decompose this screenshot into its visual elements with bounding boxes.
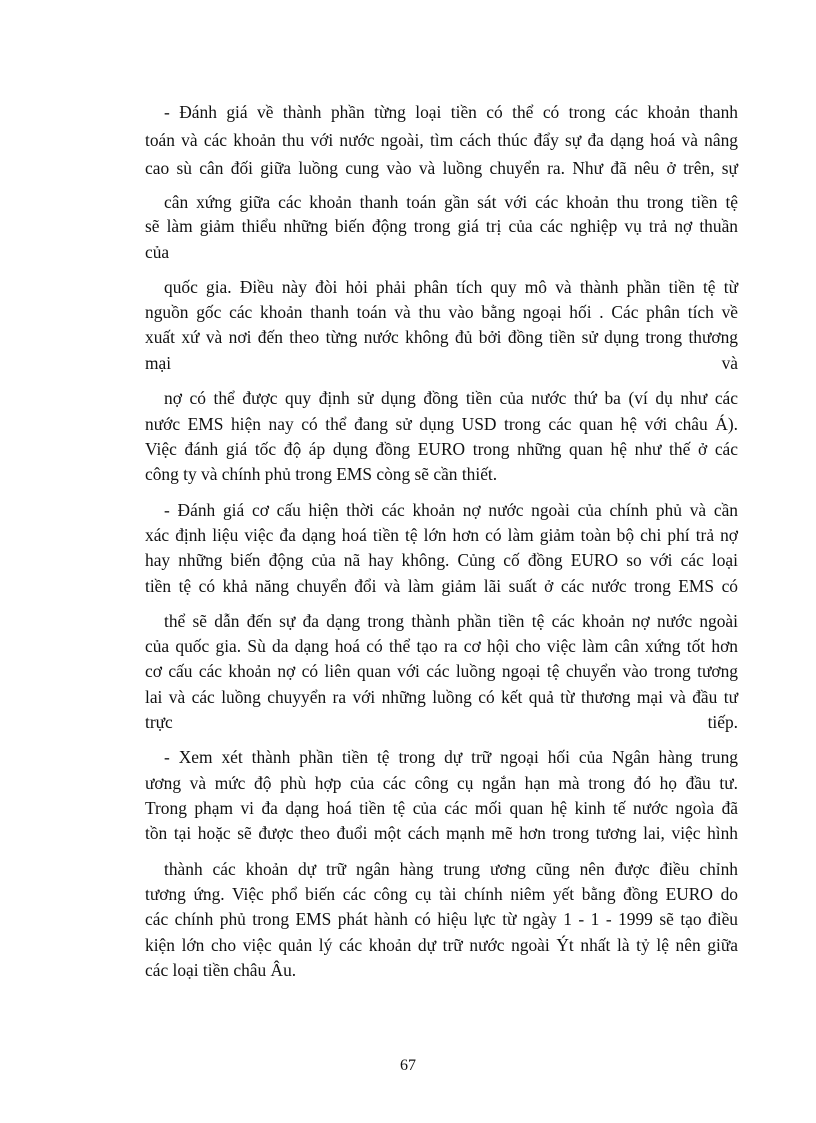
text-line: mại bbox=[145, 353, 172, 373]
text-line: sẽ làm giảm thiểu những biến động trong giá trị của các nghiệp vụ trả nợ thuần bbox=[145, 216, 738, 236]
text-line: Việc đánh giá tốc độ áp dụng đồng EURO trong những quan hệ như thế ở các bbox=[145, 439, 738, 459]
text-line: nợ có thể được quy định sử dụng đồng tiền của nước thứ ba (ví dụ như các bbox=[164, 388, 738, 408]
text-line: - Đánh giá về thành phần từng loại tiền có thể có trong các khoản thanh bbox=[164, 102, 738, 122]
text-line: ương và mức độ phù hợp của các công cụ ngắn hạn mà trong đó họ đầu tư. bbox=[145, 773, 738, 793]
text-line: Trong phạm vi đa dạng hoá tiền tệ của các mối quan hệ kinh tế nước ngoìa đã bbox=[145, 798, 738, 818]
text-line: quốc gia. Điều này đòi hỏi phải phân tích quy mô và thành phần tiền tệ từ bbox=[164, 277, 738, 297]
text-line: cơ cấu các khoản nợ có liên quan với các luồng ngoại tệ chuyển vào trong tương bbox=[145, 661, 738, 681]
text-line: và bbox=[721, 353, 738, 373]
text-line: công ty và chính phủ trong EMS còng sẽ cần thiết. bbox=[145, 464, 498, 484]
text-line: thể sẽ dẫn đến sự đa dạng trong thành phần tiền tệ các khoản nợ nước ngoài bbox=[164, 611, 738, 631]
text-line: của quốc gia. Sù da dạng hoá có thể tạo ra cơ hội cho việc làm cân xứng tốt hơn bbox=[145, 636, 738, 656]
text-line: toán và các khoản thu với nước ngoài, tìm cách thúc đẩy sự đa dạng hoá và nâng bbox=[145, 130, 738, 150]
text-line: xác định liệu việc đa dạng hoá tiền tệ lớn hơn có làm giảm toàn bộ chi phí trả nợ bbox=[145, 525, 738, 545]
text-line: - Xem xét thành phần tiền tệ trong dự trữ ngoại hối của Ngân hàng trung bbox=[164, 747, 738, 767]
text-line: xuất xứ và nơi đến theo từng nước không đủ bởi đồng tiền sử dụng trong thương bbox=[145, 327, 738, 347]
text-line: tiền tệ có khả năng chuyển đổi và làm giảm lãi suất ở các nước trong EMS có bbox=[145, 576, 738, 596]
text-line: trực bbox=[145, 712, 173, 732]
text-line: cao sù cân đối giữa luồng cung vào và luồng chuyển ra. Như đã nêu ở trên, sự bbox=[145, 158, 738, 178]
text-line: hay những biến động của nã hay không. Củng cố đồng EURO so với các loại bbox=[145, 550, 738, 570]
text-line: tiếp. bbox=[707, 712, 738, 732]
text-line: nguồn gốc các khoản thanh toán và thu vào bằng ngoại hối . Các phân tích về bbox=[145, 302, 738, 322]
text-line: thành các khoản dự trữ ngân hàng trung ương cũng nên được điều chỉnh bbox=[164, 859, 738, 879]
text-line: lai và các luồng chuyyển ra với những luồng có kết quả từ thương mại và đầu tư bbox=[145, 687, 738, 707]
text-line: tương ứng. Việc phổ biến các công cụ tài chính niêm yết bằng đồng EURO do bbox=[145, 884, 738, 904]
text-line: - Đánh giá cơ cấu hiện thời các khoản nợ nước ngoài của chính phủ và cần bbox=[164, 500, 738, 520]
text-line: các chính phủ trong EMS phát hành có hiệu lực từ ngày 1 - 1 - 1999 sẽ tạo điều bbox=[145, 909, 738, 929]
page-number: 67 bbox=[400, 1057, 416, 1074]
text-line: các loại tiền châu Âu. bbox=[145, 960, 297, 980]
text-line: cân xứng giữa các khoản thanh toán gần sát với các khoản thu trong tiền tệ bbox=[164, 192, 738, 212]
text-line: của bbox=[145, 242, 170, 262]
text-line: tồn tại hoặc sẽ được theo đuổi một cách mạnh mẽ hơn trong tương lai, việc hình bbox=[145, 823, 738, 843]
text-line: nước EMS hiện nay có thể đang sử dụng USD trong các quan hệ với châu Á). bbox=[145, 414, 738, 434]
text-line: kiện lớn cho việc quản lý các khoản dự trữ nước ngoài Ýt nhất là tỷ lệ nên giữa bbox=[145, 935, 738, 955]
